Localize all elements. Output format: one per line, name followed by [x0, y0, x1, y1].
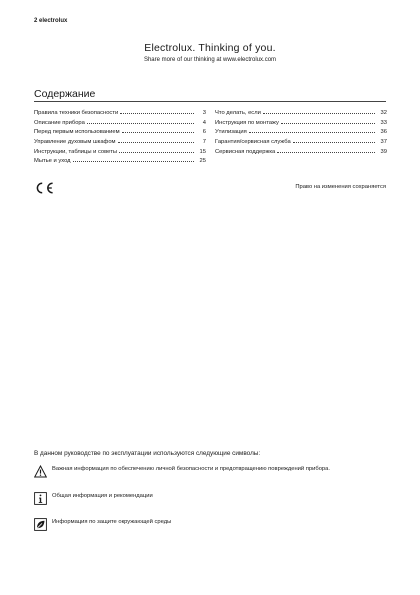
toc-entry-page: 3	[202, 110, 206, 116]
toc-leader	[122, 126, 194, 133]
toc-entry-page: 36	[380, 129, 387, 136]
toc-entry-title: Мытье и уход	[34, 158, 71, 165]
toc-entry[interactable]	[34, 136, 206, 146]
toc-leader	[263, 107, 375, 114]
toc-entry-title: Описание прибора	[34, 119, 85, 126]
brand-tagline: Electrolux. Thinking of you.	[144, 42, 276, 54]
toc-leader	[293, 136, 375, 143]
symbol-legend-item	[34, 492, 372, 505]
toc-title: Содержание	[34, 88, 96, 100]
toc-entry[interactable]	[34, 155, 206, 165]
toc-entry[interactable]	[215, 117, 387, 127]
toc-leader	[249, 126, 375, 133]
info-icon	[34, 492, 47, 505]
toc-entry-page: 6	[202, 129, 206, 136]
toc-leader	[277, 146, 375, 153]
symbol-description: Важная информация по обеспечению личной безопасности и предотвращению повреждений прибора.	[52, 466, 330, 472]
toc-entry-title: Управление духовым шкафом	[34, 139, 116, 146]
symbol-legend-item	[34, 465, 372, 478]
symbol-legend-item	[34, 518, 372, 531]
toc-leader	[119, 146, 194, 153]
toc-entry[interactable]	[215, 136, 387, 146]
toc-entry[interactable]	[34, 146, 206, 156]
toc-leader	[120, 107, 194, 114]
toc-leader	[118, 136, 194, 143]
toc-entry-title: Перед первым использованием	[34, 129, 120, 136]
toc-entry[interactable]	[215, 146, 387, 156]
page-header-brand: 2 electrolux	[34, 18, 68, 24]
toc-entry-title: Правила техники безопасности	[34, 110, 119, 116]
rights-note: Право на изменения сохраняется	[295, 184, 386, 190]
toc-entry[interactable]	[34, 107, 206, 117]
symbols-intro: В данном руководстве по эксплуатации используются следующие символы:	[34, 450, 261, 457]
toc-entry[interactable]	[215, 107, 387, 117]
toc-entry-page: 4	[202, 119, 206, 126]
brand-subtagline: Share more of our thinking at www.electrolux.com	[143, 57, 277, 63]
toc-entry-page: 15	[199, 148, 206, 155]
ce-mark-icon	[34, 182, 54, 194]
toc-leader	[73, 155, 194, 162]
toc-entry-page: 7	[202, 139, 206, 146]
toc-entry-page: 33	[380, 119, 387, 126]
toc-entry-title: Инструкции, таблицы и советы	[34, 148, 118, 155]
toc-column-right	[215, 107, 387, 155]
toc-entry-page: 37	[380, 139, 387, 146]
toc-entry-page: 25	[199, 158, 206, 165]
toc-entry-title: Гарантия/сервисная служба	[215, 139, 291, 146]
symbol-description: Информация по защите окружающей среды	[52, 519, 172, 525]
toc-entry-page: 39	[380, 148, 387, 155]
toc-divider	[34, 101, 386, 102]
toc-entry-title: Инструкция по монтажу	[215, 119, 279, 126]
toc-entry-page: 32	[380, 110, 387, 116]
toc-entry[interactable]	[34, 117, 206, 127]
toc-entry[interactable]	[215, 126, 387, 136]
toc-leader	[87, 117, 194, 124]
toc-entry[interactable]	[34, 126, 206, 136]
symbol-description: Общая информация и рекомендации	[52, 493, 153, 499]
toc-entry-title: Сервисная поддержка	[215, 148, 276, 155]
toc-leader	[281, 117, 375, 124]
warning-triangle-icon	[34, 465, 47, 478]
toc-entry-title: Что делать, если	[215, 110, 261, 116]
toc-entry-title: Утилизация	[215, 129, 247, 136]
environment-icon	[34, 518, 47, 531]
toc-column-left	[34, 107, 206, 165]
